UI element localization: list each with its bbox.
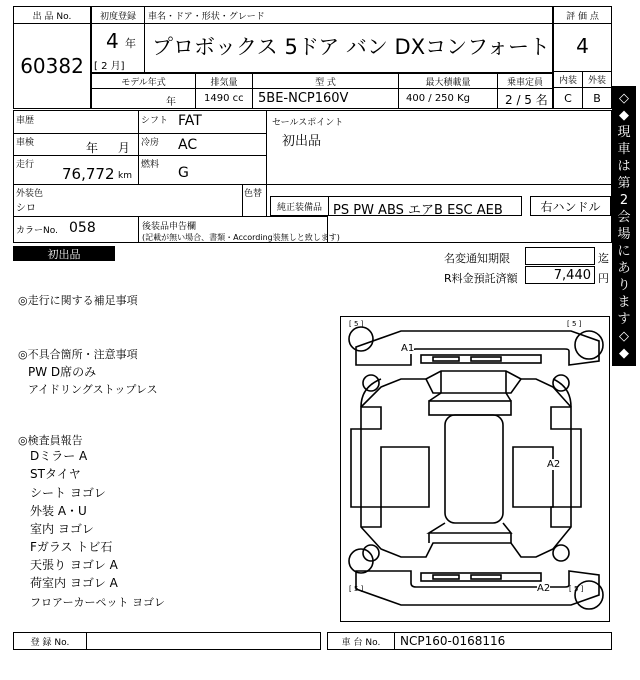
inspector-item: 室内 ヨゴレ — [30, 522, 94, 536]
capacity-label: 乗車定員 — [506, 77, 543, 88]
steering-value: 右ハンドル — [540, 199, 601, 214]
repaint-label: 色替 — [244, 189, 263, 199]
defects-header: ◎不具合箇所・注意事項 — [18, 348, 138, 361]
aftermarket-note: (記載が無い場合、書類・According装無しと致します) — [142, 233, 340, 242]
exterior-label: 外装 — [587, 75, 606, 86]
name-change-label: 名変通知期限 — [444, 252, 510, 265]
interior-label: 内装 — [558, 75, 577, 86]
sales-point-value: 初出品 — [282, 134, 322, 149]
max-load-value: 400 / 250 Kg — [406, 93, 470, 104]
equipment-label-box — [270, 196, 329, 216]
type-value: 5BE-NCP160V — [258, 91, 349, 106]
damage-mark-a2-rear: A2 — [537, 583, 551, 594]
aftermarket-label: 後装品申告欄 — [142, 222, 197, 232]
color-value: シロ — [16, 203, 36, 214]
inspector-item: Fガラス トビ石 — [30, 540, 113, 554]
interior-grade: C — [564, 91, 572, 105]
sales-point-label: セールスポイント — [272, 118, 344, 128]
mileage-value: 76,772 — [62, 165, 115, 183]
inspector-item: STタイヤ — [30, 467, 81, 481]
equipment-box — [328, 196, 522, 216]
lot-number: 60382 — [20, 54, 84, 78]
tire-label: [ 5 ] — [349, 585, 364, 593]
fuel-value: G — [178, 165, 189, 181]
inspector-item: 天張り ヨゴレ A — [30, 558, 118, 572]
ac-label: 冷房 — [141, 138, 160, 148]
inspection-label: 車検 — [16, 138, 35, 148]
equipment-value: PS PW ABS エアB ESC AEB — [333, 203, 503, 218]
defect-item: アイドリングストップレス — [28, 383, 158, 396]
color-no-label: カラーNo. — [16, 226, 58, 236]
driving-header: ◎走行に関する補足事項 — [18, 294, 138, 307]
capacity-value: 2 / 5 名 — [505, 93, 548, 107]
displacement-value: 1490 cc — [204, 93, 244, 104]
registration-box — [13, 632, 321, 650]
first-registration-year: 4 — [106, 29, 119, 53]
car-name-label: 車名・ドア・形状・グレード — [148, 12, 265, 22]
defect-item: PW D席のみ — [28, 365, 97, 379]
inspector-item: Dミラー A — [30, 449, 88, 463]
fuel-label: 燃料 — [141, 160, 160, 170]
inspector-item: 外装 A・U — [30, 504, 87, 518]
lot-number-label: 出 品 No. — [14, 7, 90, 24]
name-change-unit: 迄 — [598, 252, 609, 265]
score-box — [553, 6, 612, 109]
color-no-value: 058 — [69, 220, 96, 236]
displacement-label: 排気量 — [210, 77, 238, 88]
model-year-unit: 年 — [166, 97, 176, 108]
inspector-header: ◎検査員報告 — [18, 434, 83, 447]
score-label: 評 価 点 — [554, 7, 611, 24]
equipment-label: 純正装備品 — [276, 202, 322, 213]
chassis-label: 車 台 No. — [328, 633, 395, 649]
mileage-label: 走行 — [16, 160, 35, 170]
chassis-value: NCP160-0168116 — [400, 634, 506, 648]
steering-box — [530, 196, 611, 216]
color-label: 外装色 — [16, 189, 44, 199]
history-label: 車歴 — [16, 116, 35, 126]
damage-mark-a1: A1 — [401, 343, 415, 354]
inspector-item: シート ヨゴレ — [30, 486, 106, 500]
first-registration-label: 初度登録 — [92, 7, 145, 24]
inspector-item: フロアーカーペット ヨゴレ — [30, 596, 165, 609]
type-label: 型 式 — [315, 77, 336, 88]
car-title-box — [91, 6, 553, 73]
tire-label: [ 5 ] — [567, 320, 582, 328]
model-year-label: モデル年式 — [121, 77, 166, 88]
max-load-label: 最大積載量 — [425, 77, 471, 88]
mileage-unit: km — [118, 171, 132, 181]
car-name: プロボックス 5ドア バン DXコンフォート — [152, 35, 551, 59]
name-change-box — [525, 247, 595, 265]
recycle-box — [525, 266, 595, 284]
recycle-unit: 円 — [598, 272, 609, 285]
shift-label: シフト — [141, 116, 169, 126]
inspector-item: 荷室内 ヨゴレ A — [30, 576, 118, 590]
registration-label: 登 録 No. — [14, 633, 87, 649]
year-unit: 年 — [125, 37, 136, 50]
score-value: 4 — [576, 34, 589, 58]
lot-number-box — [13, 6, 91, 109]
car-diagram — [340, 316, 610, 622]
spec-row — [91, 73, 553, 109]
side-banner-text: ◇◆ 現車は第2会場にあります ◇◆ — [617, 91, 631, 361]
damage-mark-a2-side: A2 — [547, 459, 561, 470]
exterior-grade: B — [593, 91, 601, 105]
side-banner — [612, 86, 636, 366]
first-registration-month: [ 2 月] — [94, 61, 125, 72]
tire-label: [ 5 ] — [569, 585, 584, 593]
chassis-box — [327, 632, 612, 650]
details-block — [13, 110, 612, 243]
inspection-value: 年 月 — [86, 141, 130, 155]
recycle-label: R料金預託済額 — [444, 272, 518, 285]
shift-value: FAT — [178, 113, 202, 129]
car-outline — [341, 317, 609, 621]
tire-label: [ 5 ] — [349, 320, 364, 328]
recycle-amount: 7,440 — [553, 268, 591, 283]
ac-value: AC — [178, 137, 198, 153]
first-listing-banner: 初出品 — [13, 246, 115, 261]
